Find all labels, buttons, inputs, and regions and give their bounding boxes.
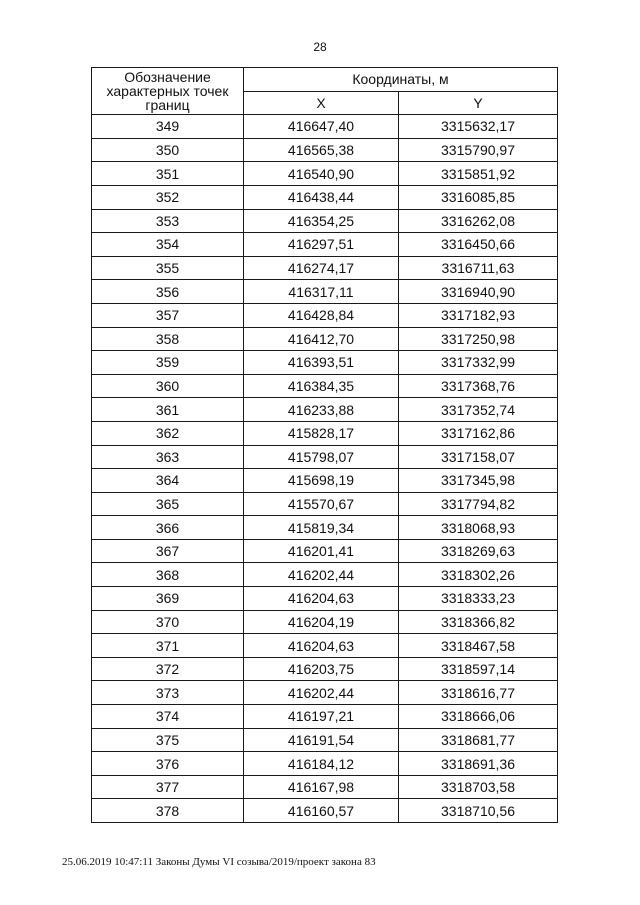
cell-y: 3315851,92 — [399, 162, 558, 186]
table-row — [92, 492, 558, 516]
cell-point-number: 356 — [92, 280, 244, 304]
cell-y: 3317352,74 — [399, 398, 558, 422]
cell-point-number: 377 — [92, 775, 244, 799]
table-row — [92, 610, 558, 634]
header-coordinates: Координаты, м — [244, 68, 558, 92]
cell-y: 3317368,76 — [399, 374, 558, 398]
cell-point-number: 362 — [92, 421, 244, 445]
cell-y: 3317250,98 — [399, 327, 558, 351]
cell-point-number: 372 — [92, 657, 244, 681]
cell-point-number: 369 — [92, 587, 244, 611]
cell-y: 3316711,63 — [399, 256, 558, 280]
table-row — [92, 799, 558, 823]
cell-x: 415819,34 — [244, 516, 399, 540]
cell-x: 416202,44 — [244, 681, 399, 705]
cell-x: 416647,40 — [244, 115, 399, 139]
cell-y: 3318681,77 — [399, 728, 558, 752]
cell-y: 3316262,08 — [399, 209, 558, 233]
table-row — [92, 728, 558, 752]
cell-y: 3317345,98 — [399, 469, 558, 493]
cell-x: 416204,63 — [244, 587, 399, 611]
cell-x: 416202,44 — [244, 563, 399, 587]
cell-y: 3318616,77 — [399, 681, 558, 705]
cell-x: 416412,70 — [244, 327, 399, 351]
cell-point-number: 366 — [92, 516, 244, 540]
table-row — [92, 752, 558, 776]
cell-y: 3318703,58 — [399, 775, 558, 799]
cell-point-number: 359 — [92, 351, 244, 375]
cell-point-number: 361 — [92, 398, 244, 422]
footer-stamp: 25.06.2019 10:47:11 Законы Думы VI созыва/2019/проект закона 83 — [62, 856, 376, 868]
cell-point-number: 360 — [92, 374, 244, 398]
cell-x: 416201,41 — [244, 539, 399, 563]
cell-x: 416565,38 — [244, 138, 399, 162]
cell-y: 3317158,07 — [399, 445, 558, 469]
cell-point-number: 370 — [92, 610, 244, 634]
cell-x: 416184,12 — [244, 752, 399, 776]
table-row — [92, 280, 558, 304]
cell-point-number: 373 — [92, 681, 244, 705]
table-row — [92, 209, 558, 233]
cell-x: 416167,98 — [244, 775, 399, 799]
cell-point-number: 353 — [92, 209, 244, 233]
table-row — [92, 351, 558, 375]
table-row — [92, 775, 558, 799]
cell-y: 3315790,97 — [399, 138, 558, 162]
cell-x: 415798,07 — [244, 445, 399, 469]
table-row — [92, 185, 558, 209]
table-row — [92, 469, 558, 493]
table-header — [92, 68, 558, 115]
cell-y: 3317794,82 — [399, 492, 558, 516]
cell-y: 3315632,17 — [399, 115, 558, 139]
cell-point-number: 355 — [92, 256, 244, 280]
cell-y: 3318691,36 — [399, 752, 558, 776]
table-body — [92, 115, 558, 823]
table-row — [92, 233, 558, 257]
cell-point-number: 371 — [92, 634, 244, 658]
cell-x: 416540,90 — [244, 162, 399, 186]
cell-point-number: 349 — [92, 115, 244, 139]
cell-point-number: 351 — [92, 162, 244, 186]
cell-x: 416204,63 — [244, 634, 399, 658]
coordinates-table — [91, 67, 558, 823]
cell-y: 3317332,99 — [399, 351, 558, 375]
cell-point-number: 367 — [92, 539, 244, 563]
cell-x: 416393,51 — [244, 351, 399, 375]
table-row — [92, 374, 558, 398]
table-row — [92, 421, 558, 445]
cell-point-number: 352 — [92, 185, 244, 209]
cell-x: 416384,35 — [244, 374, 399, 398]
cell-y: 3318333,23 — [399, 587, 558, 611]
cell-y: 3318068,93 — [399, 516, 558, 540]
table-row — [92, 138, 558, 162]
cell-y: 3318269,63 — [399, 539, 558, 563]
table-row — [92, 327, 558, 351]
table-row — [92, 445, 558, 469]
cell-x: 416297,51 — [244, 233, 399, 257]
cell-y: 3317162,86 — [399, 421, 558, 445]
cell-point-number: 363 — [92, 445, 244, 469]
cell-x: 416191,54 — [244, 728, 399, 752]
table-row — [92, 115, 558, 139]
cell-point-number: 374 — [92, 705, 244, 729]
cell-y: 3318666,06 — [399, 705, 558, 729]
cell-point-number: 354 — [92, 233, 244, 257]
header-x: X — [244, 91, 399, 115]
cell-y: 3318302,26 — [399, 563, 558, 587]
table-row — [92, 539, 558, 563]
cell-point-number: 378 — [92, 799, 244, 823]
cell-point-number: 376 — [92, 752, 244, 776]
cell-point-number: 357 — [92, 303, 244, 327]
cell-y: 3316450,66 — [399, 233, 558, 257]
header-y: Y — [399, 91, 558, 115]
cell-y: 3318597,14 — [399, 657, 558, 681]
table-row — [92, 303, 558, 327]
cell-y: 3318467,58 — [399, 634, 558, 658]
cell-point-number: 375 — [92, 728, 244, 752]
table-row — [92, 398, 558, 422]
cell-y: 3318366,82 — [399, 610, 558, 634]
cell-point-number: 350 — [92, 138, 244, 162]
cell-x: 416354,25 — [244, 209, 399, 233]
table-row — [92, 634, 558, 658]
cell-x: 416317,11 — [244, 280, 399, 304]
cell-x: 416438,44 — [244, 185, 399, 209]
cell-x: 416197,21 — [244, 705, 399, 729]
cell-x: 416428,84 — [244, 303, 399, 327]
table-row — [92, 657, 558, 681]
cell-x: 415570,67 — [244, 492, 399, 516]
cell-x: 416233,88 — [244, 398, 399, 422]
table-row — [92, 587, 558, 611]
cell-x: 415698,19 — [244, 469, 399, 493]
table-row — [92, 256, 558, 280]
cell-y: 3318710,56 — [399, 799, 558, 823]
cell-point-number: 364 — [92, 469, 244, 493]
table-row — [92, 681, 558, 705]
cell-x: 416160,57 — [244, 799, 399, 823]
cell-y: 3317182,93 — [399, 303, 558, 327]
cell-y: 3316085,85 — [399, 185, 558, 209]
cell-point-number: 365 — [92, 492, 244, 516]
table-row — [92, 563, 558, 587]
cell-point-number: 358 — [92, 327, 244, 351]
table-row — [92, 516, 558, 540]
table-row — [92, 162, 558, 186]
cell-point-number: 368 — [92, 563, 244, 587]
cell-x: 416203,75 — [244, 657, 399, 681]
cell-x: 415828,17 — [244, 421, 399, 445]
cell-y: 3316940,90 — [399, 280, 558, 304]
cell-x: 416274,17 — [244, 256, 399, 280]
page-number: 28 — [313, 40, 327, 54]
table-row — [92, 705, 558, 729]
cell-x: 416204,19 — [244, 610, 399, 634]
header-point-label: Обозначение характерных точек границ — [92, 68, 244, 115]
